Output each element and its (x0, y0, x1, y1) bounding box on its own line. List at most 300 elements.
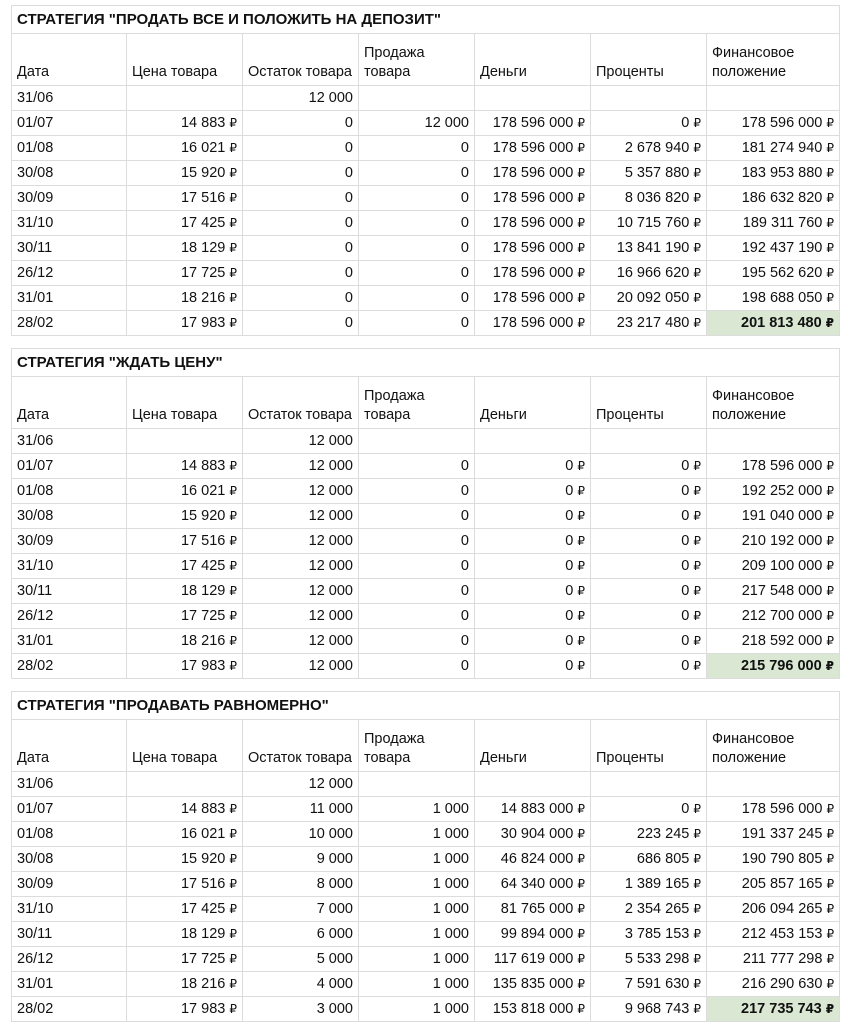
table-cell[interactable] (12, 872, 127, 897)
table-cell[interactable] (127, 554, 243, 579)
column-header[interactable]: Дата (12, 377, 127, 429)
table-cell[interactable] (12, 161, 127, 186)
table-cell[interactable] (591, 972, 707, 997)
table-cell[interactable] (591, 286, 707, 311)
cell-value: 3 000 (316, 1001, 353, 1017)
table-cell[interactable] (591, 504, 707, 529)
table-cell[interactable] (359, 797, 475, 822)
table-cell[interactable] (707, 186, 840, 211)
table-cell[interactable] (127, 236, 243, 261)
cell-value: 5 357 880 (624, 165, 690, 181)
table-cell[interactable] (243, 822, 359, 847)
table-cell[interactable] (243, 136, 359, 161)
ruble-sign-icon: ₽ (693, 1002, 701, 1016)
cell-value: 31/10 (17, 215, 54, 231)
cell-value: 6 000 (316, 926, 353, 942)
table-cell[interactable] (12, 579, 127, 604)
table-cell[interactable] (12, 111, 127, 136)
table-block-0 (11, 5, 839, 336)
table-cell[interactable] (12, 822, 127, 847)
cell-value: 30/08 (17, 851, 54, 867)
column-header[interactable]: Проценты (591, 34, 707, 86)
table-cell[interactable] (127, 454, 243, 479)
table-cell[interactable] (127, 897, 243, 922)
table-cell[interactable] (475, 772, 591, 797)
ruble-sign-icon: ₽ (693, 952, 701, 966)
table-cell[interactable] (707, 136, 840, 161)
table-cell[interactable] (475, 479, 591, 504)
cell-value: 16 021 (180, 483, 226, 499)
table-cell[interactable] (127, 604, 243, 629)
table-cell[interactable] (707, 161, 840, 186)
header-row (12, 720, 840, 772)
cell-value: 0 (460, 483, 469, 499)
ruble-sign-icon: ₽ (229, 291, 237, 305)
table-cell[interactable] (591, 797, 707, 822)
cell-value: 0 (565, 583, 574, 599)
table-cell[interactable] (359, 922, 475, 947)
table-cell[interactable] (475, 654, 591, 679)
cell-value: 28/02 (17, 315, 54, 331)
table-cell[interactable] (12, 654, 127, 679)
column-header[interactable]: Дата (12, 34, 127, 86)
table-cell[interactable] (12, 972, 127, 997)
table-cell[interactable] (591, 529, 707, 554)
result-cell-highlight[interactable] (707, 311, 840, 336)
table-cell[interactable] (359, 847, 475, 872)
table-cell[interactable] (591, 947, 707, 972)
table-cell[interactable] (359, 604, 475, 629)
table-cell[interactable] (475, 847, 591, 872)
cell-value: 178 596 000 (492, 290, 574, 306)
table-cell[interactable] (359, 86, 475, 111)
cell-value: 0 (460, 265, 469, 281)
table-cell[interactable] (12, 947, 127, 972)
ruble-sign-icon: ₽ (826, 952, 835, 966)
cell-value: 211 777 298 (742, 951, 823, 967)
table-cell[interactable] (12, 286, 127, 311)
table-cell[interactable] (243, 654, 359, 679)
table-cell[interactable] (12, 261, 127, 286)
table-row (12, 947, 840, 972)
cell-value: 0 (460, 240, 469, 256)
result-cell-highlight[interactable] (707, 654, 840, 679)
table-cell[interactable] (707, 86, 840, 111)
table-cell[interactable] (243, 554, 359, 579)
table-cell[interactable] (475, 997, 591, 1022)
cell-value: 0 (565, 458, 574, 474)
table-cell[interactable] (707, 772, 840, 797)
cell-value: 31/01 (17, 633, 54, 649)
table-cell[interactable] (359, 429, 475, 454)
table-cell[interactable] (475, 311, 591, 336)
table-cell[interactable] (12, 136, 127, 161)
table-cell[interactable] (12, 186, 127, 211)
table-cell[interactable] (475, 454, 591, 479)
table-cell[interactable] (591, 629, 707, 654)
table-cell[interactable] (591, 186, 707, 211)
table-cell[interactable] (127, 261, 243, 286)
table-cell[interactable] (359, 822, 475, 847)
table-cell[interactable] (127, 797, 243, 822)
table-row (12, 454, 840, 479)
column-header[interactable]: Остаток товара (243, 720, 359, 772)
table-cell[interactable] (12, 997, 127, 1022)
table-cell[interactable] (243, 261, 359, 286)
ruble-sign-icon: ₽ (825, 1002, 835, 1016)
table-cell[interactable] (475, 822, 591, 847)
table-cell[interactable] (127, 629, 243, 654)
table-cell[interactable] (243, 311, 359, 336)
column-header[interactable]: Финансовое положение (707, 720, 840, 772)
table-cell[interactable] (12, 86, 127, 111)
table-cell[interactable] (359, 136, 475, 161)
column-header[interactable]: Остаток товара (243, 34, 359, 86)
table-cell[interactable] (243, 604, 359, 629)
table-cell[interactable] (12, 211, 127, 236)
column-header[interactable]: Деньги (475, 377, 591, 429)
cell-value: 17 425 (180, 901, 226, 917)
table-cell[interactable] (127, 479, 243, 504)
table-cell[interactable] (707, 454, 840, 479)
table-cell[interactable] (243, 972, 359, 997)
table-cell[interactable] (359, 504, 475, 529)
cell-value: 17 983 (180, 315, 226, 331)
table-cell[interactable] (12, 311, 127, 336)
table-cell[interactable] (475, 797, 591, 822)
table-cell[interactable] (707, 504, 840, 529)
table-cell[interactable] (475, 211, 591, 236)
table-cell[interactable] (475, 261, 591, 286)
table-cell[interactable] (359, 872, 475, 897)
table-cell[interactable] (359, 772, 475, 797)
ruble-sign-icon: ₽ (229, 559, 237, 573)
table-row (12, 847, 840, 872)
cell-value: 01/08 (17, 826, 54, 842)
table-cell[interactable] (707, 604, 840, 629)
table-cell[interactable] (475, 429, 591, 454)
cell-value: 0 (565, 533, 574, 549)
table-cell[interactable] (359, 211, 475, 236)
table-title[interactable]: СТРАТЕГИЯ "ЖДАТЬ ЦЕНУ" (12, 349, 840, 377)
column-header[interactable]: Деньги (475, 34, 591, 86)
table-cell[interactable] (475, 529, 591, 554)
table-cell[interactable] (707, 579, 840, 604)
column-header[interactable]: Проценты (591, 720, 707, 772)
table-cell[interactable] (591, 579, 707, 604)
table-cell[interactable] (127, 211, 243, 236)
table-cell[interactable] (707, 429, 840, 454)
table-row (12, 997, 840, 1022)
table-cell[interactable] (475, 872, 591, 897)
table-cell[interactable] (359, 972, 475, 997)
table-cell[interactable] (127, 579, 243, 604)
table-cell[interactable] (475, 186, 591, 211)
table-cell[interactable] (243, 872, 359, 897)
cell-value: 0 (681, 633, 690, 649)
cell-value: 0 (460, 190, 469, 206)
column-header[interactable]: Дата (12, 720, 127, 772)
column-header[interactable]: Цена товара (127, 34, 243, 86)
cell-value: 206 094 265 (741, 901, 823, 917)
table-cell[interactable] (475, 922, 591, 947)
table-cell[interactable] (243, 847, 359, 872)
table-cell[interactable] (359, 579, 475, 604)
cell-value: 4 000 (316, 976, 353, 992)
table-cell[interactable] (243, 186, 359, 211)
table-cell[interactable] (591, 897, 707, 922)
table-cell[interactable] (707, 554, 840, 579)
table-cell[interactable] (127, 161, 243, 186)
table-cell[interactable] (127, 654, 243, 679)
ruble-sign-icon: ₽ (693, 484, 701, 498)
table-cell[interactable] (243, 947, 359, 972)
table-cell[interactable] (359, 897, 475, 922)
table-cell[interactable] (591, 454, 707, 479)
table-cell[interactable] (475, 111, 591, 136)
table-cell[interactable] (591, 86, 707, 111)
table-cell[interactable] (12, 797, 127, 822)
table-cell[interactable] (707, 797, 840, 822)
table-cell[interactable] (359, 654, 475, 679)
ruble-sign-icon: ₽ (693, 216, 701, 230)
table-cell[interactable] (707, 111, 840, 136)
table-cell[interactable] (359, 629, 475, 654)
table-cell[interactable] (12, 554, 127, 579)
table-cell[interactable] (591, 554, 707, 579)
column-header[interactable]: Цена товара (127, 377, 243, 429)
table-cell[interactable] (359, 186, 475, 211)
table-cell[interactable] (12, 454, 127, 479)
table-cell[interactable] (127, 847, 243, 872)
table-cell[interactable] (127, 529, 243, 554)
table-cell[interactable] (475, 629, 591, 654)
table-cell[interactable] (127, 111, 243, 136)
cell-value: 0 (460, 583, 469, 599)
cell-value: 12 000 (308, 483, 353, 499)
table-cell[interactable] (475, 86, 591, 111)
cell-value: 1 000 (432, 951, 469, 967)
cell-value: 0 (344, 190, 353, 206)
table-cell[interactable] (475, 504, 591, 529)
cell-value: 64 340 000 (500, 876, 574, 892)
table-cell[interactable] (591, 997, 707, 1022)
table-cell[interactable] (707, 529, 840, 554)
table-cell[interactable] (127, 504, 243, 529)
table-cell[interactable] (127, 822, 243, 847)
table-cell[interactable] (591, 872, 707, 897)
cell-value: 30/09 (17, 876, 54, 892)
table-cell[interactable] (591, 822, 707, 847)
ruble-sign-icon: ₽ (577, 116, 585, 130)
table-cell[interactable] (243, 86, 359, 111)
table-cell[interactable] (243, 772, 359, 797)
table-cell[interactable] (591, 429, 707, 454)
table-cell[interactable] (591, 211, 707, 236)
column-header[interactable]: Остаток товара (243, 377, 359, 429)
table-cell[interactable] (12, 922, 127, 947)
table-cell[interactable] (591, 479, 707, 504)
table-cell[interactable] (127, 997, 243, 1022)
column-header[interactable]: Проценты (591, 377, 707, 429)
table-cell[interactable] (475, 554, 591, 579)
cell-value: 0 (344, 290, 353, 306)
table-cell[interactable] (475, 897, 591, 922)
table-cell[interactable] (707, 972, 840, 997)
ruble-sign-icon: ₽ (229, 191, 237, 205)
table-cell[interactable] (127, 972, 243, 997)
table-cell[interactable] (243, 429, 359, 454)
table-cell[interactable] (243, 629, 359, 654)
column-header[interactable]: Продажа товара (359, 34, 475, 86)
column-header[interactable]: Продажа товара (359, 377, 475, 429)
table-cell[interactable] (127, 136, 243, 161)
table-cell[interactable] (591, 136, 707, 161)
table-cell[interactable] (475, 136, 591, 161)
table-cell[interactable] (127, 922, 243, 947)
table-cell[interactable] (243, 797, 359, 822)
cell-value: 7 000 (316, 901, 353, 917)
table-cell[interactable] (243, 211, 359, 236)
table-cell[interactable] (359, 261, 475, 286)
cell-value: 195 562 620 (741, 265, 823, 281)
table-cell[interactable] (127, 872, 243, 897)
table-cell[interactable] (12, 529, 127, 554)
table-cell[interactable] (243, 997, 359, 1022)
cell-value: 31/06 (17, 433, 54, 449)
cell-value: 81 765 000 (500, 901, 574, 917)
table-cell[interactable] (359, 529, 475, 554)
table-cell[interactable] (707, 629, 840, 654)
table-cell[interactable] (243, 529, 359, 554)
column-header[interactable]: Финансовое положение (707, 34, 840, 86)
table-cell[interactable] (707, 479, 840, 504)
table-cell[interactable] (12, 629, 127, 654)
table-cell[interactable] (359, 554, 475, 579)
table-cell[interactable] (12, 236, 127, 261)
result-cell-highlight[interactable] (707, 997, 840, 1022)
table-cell[interactable] (127, 772, 243, 797)
cell-value: 18 129 (180, 583, 226, 599)
table-cell[interactable] (12, 504, 127, 529)
table-cell[interactable] (127, 186, 243, 211)
table-cell[interactable] (475, 947, 591, 972)
cell-value: 14 883 (180, 115, 226, 131)
table-title[interactable]: СТРАТЕГИЯ "ПРОДАТЬ ВСЕ И ПОЛОЖИТЬ НА ДЕПОЗИТ" (12, 6, 840, 34)
table-cell[interactable] (243, 111, 359, 136)
table-cell[interactable] (707, 286, 840, 311)
table-cell[interactable] (12, 772, 127, 797)
table-cell[interactable] (475, 236, 591, 261)
table-title[interactable]: СТРАТЕГИЯ "ПРОДАВАТЬ РАВНОМЕРНО" (12, 692, 840, 720)
table-cell[interactable] (475, 579, 591, 604)
table-cell[interactable] (127, 311, 243, 336)
table-cell[interactable] (243, 579, 359, 604)
ruble-sign-icon: ₽ (229, 634, 237, 648)
table-cell[interactable] (127, 947, 243, 972)
cell-value: 31/01 (17, 976, 54, 992)
table-cell[interactable] (591, 261, 707, 286)
table-cell[interactable] (591, 922, 707, 947)
cell-value: 178 596 000 (741, 115, 823, 131)
table-cell[interactable] (359, 161, 475, 186)
cell-value: 7 591 630 (624, 976, 690, 992)
table-cell[interactable] (243, 286, 359, 311)
table-cell[interactable] (243, 161, 359, 186)
cell-value: 2 678 940 (624, 140, 690, 156)
table-cell[interactable] (12, 897, 127, 922)
cell-value: 1 000 (432, 801, 469, 817)
table-cell[interactable] (359, 236, 475, 261)
cell-value: 18 129 (180, 926, 226, 942)
cell-value: 13 841 190 (616, 240, 690, 256)
table-cell[interactable] (475, 286, 591, 311)
table-cell[interactable] (12, 847, 127, 872)
table-cell[interactable] (707, 211, 840, 236)
cell-value: 1 000 (432, 826, 469, 842)
table-cell[interactable] (359, 311, 475, 336)
table-cell[interactable] (359, 947, 475, 972)
table-cell[interactable] (475, 161, 591, 186)
table-cell[interactable] (591, 847, 707, 872)
table-cell[interactable] (243, 504, 359, 529)
table-cell[interactable] (591, 311, 707, 336)
table-cell[interactable] (359, 454, 475, 479)
table-cell[interactable] (591, 604, 707, 629)
table-cell[interactable] (243, 454, 359, 479)
ruble-sign-icon: ₽ (693, 634, 701, 648)
table-cell[interactable] (12, 479, 127, 504)
table-cell[interactable] (12, 429, 127, 454)
table-cell[interactable] (127, 429, 243, 454)
table-cell[interactable] (707, 922, 840, 947)
table-cell[interactable] (127, 86, 243, 111)
table-cell[interactable] (707, 822, 840, 847)
table-cell[interactable] (707, 947, 840, 972)
table-cell[interactable] (591, 111, 707, 136)
ruble-sign-icon: ₽ (825, 316, 835, 330)
table-cell[interactable] (359, 479, 475, 504)
table-cell[interactable] (243, 236, 359, 261)
table-cell[interactable] (12, 604, 127, 629)
table-cell[interactable] (475, 972, 591, 997)
table-cell[interactable] (707, 897, 840, 922)
column-header[interactable]: Финансовое положение (707, 377, 840, 429)
table-cell[interactable] (591, 654, 707, 679)
column-header[interactable]: Цена товара (127, 720, 243, 772)
cell-value: 18 129 (180, 240, 226, 256)
cell-value: 20 092 050 (616, 290, 690, 306)
table-cell[interactable] (359, 997, 475, 1022)
table-cell[interactable] (591, 772, 707, 797)
table-cell[interactable] (707, 236, 840, 261)
ruble-sign-icon: ₽ (577, 166, 585, 180)
table-cell[interactable] (707, 261, 840, 286)
table-cell[interactable] (707, 847, 840, 872)
table-cell[interactable] (243, 922, 359, 947)
table-cell[interactable] (707, 872, 840, 897)
table-cell[interactable] (243, 479, 359, 504)
table-cell[interactable] (359, 286, 475, 311)
table-cell[interactable] (243, 897, 359, 922)
column-header[interactable]: Деньги (475, 720, 591, 772)
table-cell[interactable] (127, 286, 243, 311)
column-header[interactable]: Продажа товара (359, 720, 475, 772)
table-cell[interactable] (591, 236, 707, 261)
table-cell[interactable] (591, 161, 707, 186)
table-cell[interactable] (359, 111, 475, 136)
table-cell[interactable] (475, 604, 591, 629)
